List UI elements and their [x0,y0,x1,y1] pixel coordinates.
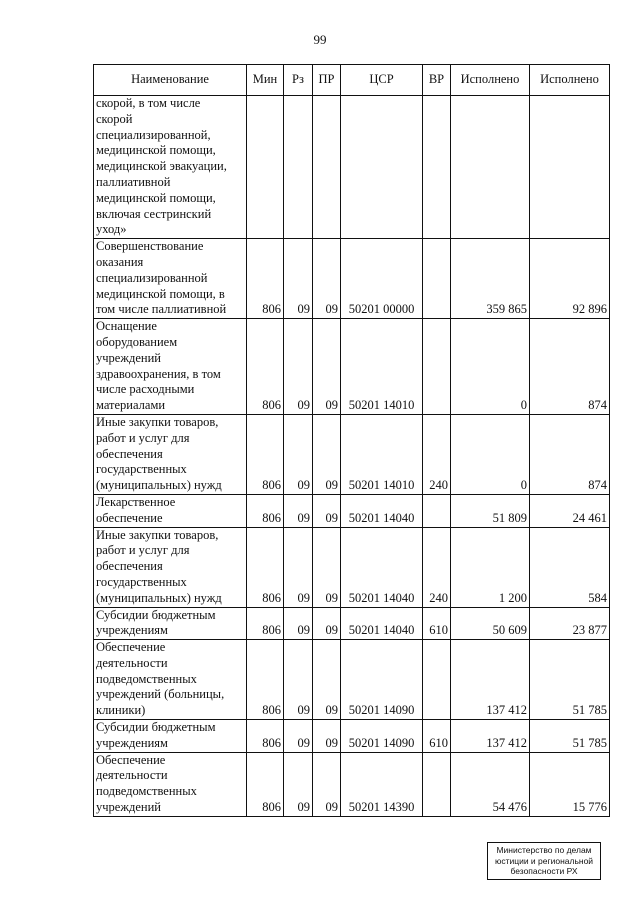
cell-min: 806 [247,752,284,816]
cell-csr: 50201 14040 [341,607,423,640]
cell-executed-1: 1 200 [451,527,530,607]
table-row [94,239,610,319]
cell-pr: 09 [313,752,341,816]
cell-csr: 50201 14040 [341,494,423,527]
cell-rz: 09 [284,494,313,527]
col-header-rz: Рз [284,65,313,96]
table-row [94,96,610,239]
table-row [94,527,610,607]
budget-table [93,64,610,817]
cell-name: скорой, в том числе скорой специализированной, медицинской помощи, медицинской эвакуации, паллиативной медицинской помощи, включая сестринский уход» [94,96,247,239]
cell-min: 806 [247,319,284,415]
col-header-vr: ВР [423,65,451,96]
table-row [94,720,610,753]
page-number: 99 [313,32,327,47]
cell-rz [284,96,313,239]
table-header-row [94,65,610,96]
cell-vr: 610 [423,607,451,640]
cell-pr: 09 [313,527,341,607]
cell-executed-2: 874 [530,414,610,494]
cell-csr: 50201 14090 [341,640,423,720]
cell-rz: 09 [284,720,313,753]
cell-executed-2: 874 [530,319,610,415]
cell-vr [423,239,451,319]
cell-pr: 09 [313,239,341,319]
cell-executed-2: 584 [530,527,610,607]
cell-csr: 50201 14090 [341,720,423,753]
cell-min: 806 [247,494,284,527]
cell-pr: 09 [313,319,341,415]
cell-rz: 09 [284,239,313,319]
cell-executed-2 [530,96,610,239]
cell-min: 806 [247,527,284,607]
ministry-stamp [487,842,601,880]
cell-pr [313,96,341,239]
cell-rz: 09 [284,319,313,415]
cell-rz: 09 [284,527,313,607]
cell-min: 806 [247,640,284,720]
cell-rz: 09 [284,414,313,494]
cell-executed-1: 359 865 [451,239,530,319]
cell-pr: 09 [313,607,341,640]
cell-executed-2: 51 785 [530,640,610,720]
cell-vr: 610 [423,720,451,753]
col-header-csr: ЦСР [341,65,423,96]
cell-csr: 50201 14390 [341,752,423,816]
col-header-executed-2: Исполнено [530,65,610,96]
stamp-line: Министерство по делам [496,845,592,855]
cell-name: Иные закупки товаров, работ и услуг для обеспечения государственных (муниципальных) нужд [94,414,247,494]
cell-csr: 50201 14010 [341,319,423,415]
stamp-line: безопасности РХ [510,866,578,876]
cell-executed-2: 92 896 [530,239,610,319]
cell-min: 806 [247,720,284,753]
cell-name: Обеспечение деятельности подведомственных учреждений [94,752,247,816]
cell-executed-1: 137 412 [451,640,530,720]
cell-name: Совершенствование оказания специализированной медицинской помощи, в том числе паллиативной [94,239,247,319]
cell-name: Субсидии бюджетным учреждениям [94,607,247,640]
cell-executed-2: 15 776 [530,752,610,816]
cell-csr: 50201 00000 [341,239,423,319]
table-row [94,607,610,640]
cell-vr [423,96,451,239]
cell-min: 806 [247,239,284,319]
table-row [94,414,610,494]
col-header-min: Мин [247,65,284,96]
col-header-pr: ПР [313,65,341,96]
cell-pr: 09 [313,640,341,720]
cell-name: Оснащение оборудованием учреждений здравоохранения, в том числе расходными материалами [94,319,247,415]
cell-rz: 09 [284,640,313,720]
cell-name: Субсидии бюджетным учреждениям [94,720,247,753]
cell-csr [341,96,423,239]
cell-name: Обеспечение деятельности подведомственных учреждений (больницы, клиники) [94,640,247,720]
cell-executed-1: 50 609 [451,607,530,640]
cell-vr [423,752,451,816]
cell-min [247,96,284,239]
cell-executed-2: 23 877 [530,607,610,640]
cell-rz: 09 [284,752,313,816]
cell-pr: 09 [313,720,341,753]
table-row [94,752,610,816]
cell-vr [423,640,451,720]
cell-executed-2: 24 461 [530,494,610,527]
stamp-line: юстиции и региональной [494,855,594,866]
cell-name: Иные закупки товаров, работ и услуг для обеспечения государственных (муниципальных) нужд [94,527,247,607]
cell-executed-1: 0 [451,414,530,494]
cell-vr [423,319,451,415]
cell-min: 806 [247,414,284,494]
cell-csr: 50201 14040 [341,527,423,607]
cell-executed-1: 137 412 [451,720,530,753]
cell-executed-1: 51 809 [451,494,530,527]
cell-csr: 50201 14010 [341,414,423,494]
cell-pr: 09 [313,414,341,494]
cell-executed-2: 51 785 [530,720,610,753]
cell-executed-1 [451,96,530,239]
table-row [94,319,610,415]
cell-executed-1: 0 [451,319,530,415]
table-row [94,640,610,720]
cell-vr: 240 [423,527,451,607]
col-header-executed-1: Исполнено [451,65,530,96]
cell-rz: 09 [284,607,313,640]
cell-name: Лекарственное обеспечение [94,494,247,527]
cell-vr: 240 [423,414,451,494]
cell-pr: 09 [313,494,341,527]
cell-min: 806 [247,607,284,640]
col-header-name: Наименование [94,65,247,96]
cell-vr [423,494,451,527]
table-row [94,494,610,527]
cell-executed-1: 54 476 [451,752,530,816]
